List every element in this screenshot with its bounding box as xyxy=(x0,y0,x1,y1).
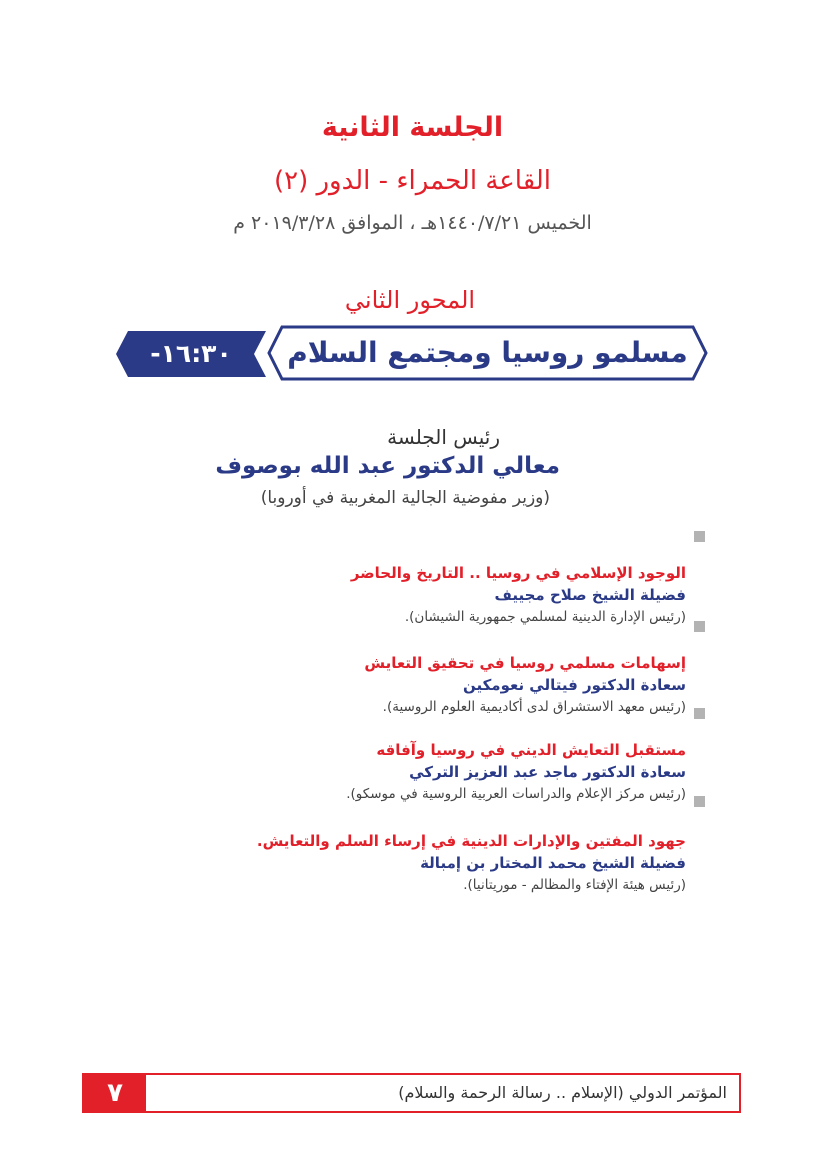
item-speaker: سعادة الدكتور فيتالي نعومكين xyxy=(462,676,686,694)
item-role: (رئيس هيئة الإفتاء والمظالم - موريتانيا). xyxy=(463,877,686,893)
item-title: مستقبل التعايش الديني في روسيا وآفاقه xyxy=(376,741,686,759)
footer-conference-title: المؤتمر الدولي (الإسلام .. رسالة الرحمة والسلام) xyxy=(398,1083,727,1102)
list-item xyxy=(240,652,686,718)
topic-title: مسلمو روسيا ومجتمع السلام xyxy=(287,336,688,369)
bullet-square xyxy=(694,621,705,632)
hall-label: القاعة الحمراء - الدور (٢) xyxy=(273,166,552,196)
item-title: إسهامات مسلمي روسيا في تحقيق التعايش xyxy=(364,654,686,672)
time-badge xyxy=(116,331,266,414)
chair-role: (وزير مفوضية الجالية المغربية في أوروبا) xyxy=(260,488,550,508)
session-date: الخميس ١٤٤٠/٧/٢١هـ ، الموافق ٢٠١٩/٣/٢٨ م xyxy=(233,212,592,234)
item-role: (رئيس مركز الإعلام والدراسات العربية الروسية في موسكو). xyxy=(346,786,686,802)
chair-name: معالي الدكتور عبد الله بوصوف xyxy=(215,453,560,479)
bullet-square xyxy=(694,531,705,542)
bullet-square xyxy=(694,708,705,719)
item-speaker: فضيلة الشيخ محمد المختار بن إمبالة xyxy=(420,854,686,872)
page-footer xyxy=(82,1073,741,1113)
chair-label: رئيس الجلسة xyxy=(387,425,500,449)
axis-label: المحور الثاني xyxy=(344,286,476,314)
page-number: ٧ xyxy=(84,1075,146,1111)
item-role: (رئيس معهد الاستشراق لدى أكاديمية العلوم الروسية). xyxy=(382,699,686,715)
list-item xyxy=(240,562,686,628)
list-item xyxy=(240,830,686,896)
topic-banner xyxy=(266,324,709,382)
list-item xyxy=(240,739,686,805)
session-title: الجلسة الثانية xyxy=(321,112,504,143)
session-time: ١٦:٣٠- ١٨:٠٠ xyxy=(150,339,232,414)
item-speaker: سعادة الدكتور ماجد عبد العزيز التركي xyxy=(409,763,686,781)
item-title: جهود المفتين والإدارات الدينية في إرساء السلم والتعايش. xyxy=(256,832,686,850)
bullet-square xyxy=(694,796,705,807)
item-speaker: فضيلة الشيخ صلاح مجييف xyxy=(494,586,686,604)
item-role: (رئيس الإدارة الدينية لمسلمي جمهورية الشيشان). xyxy=(404,609,686,625)
item-title: الوجود الإسلامي في روسيا .. التاريخ والحاضر xyxy=(350,564,686,582)
